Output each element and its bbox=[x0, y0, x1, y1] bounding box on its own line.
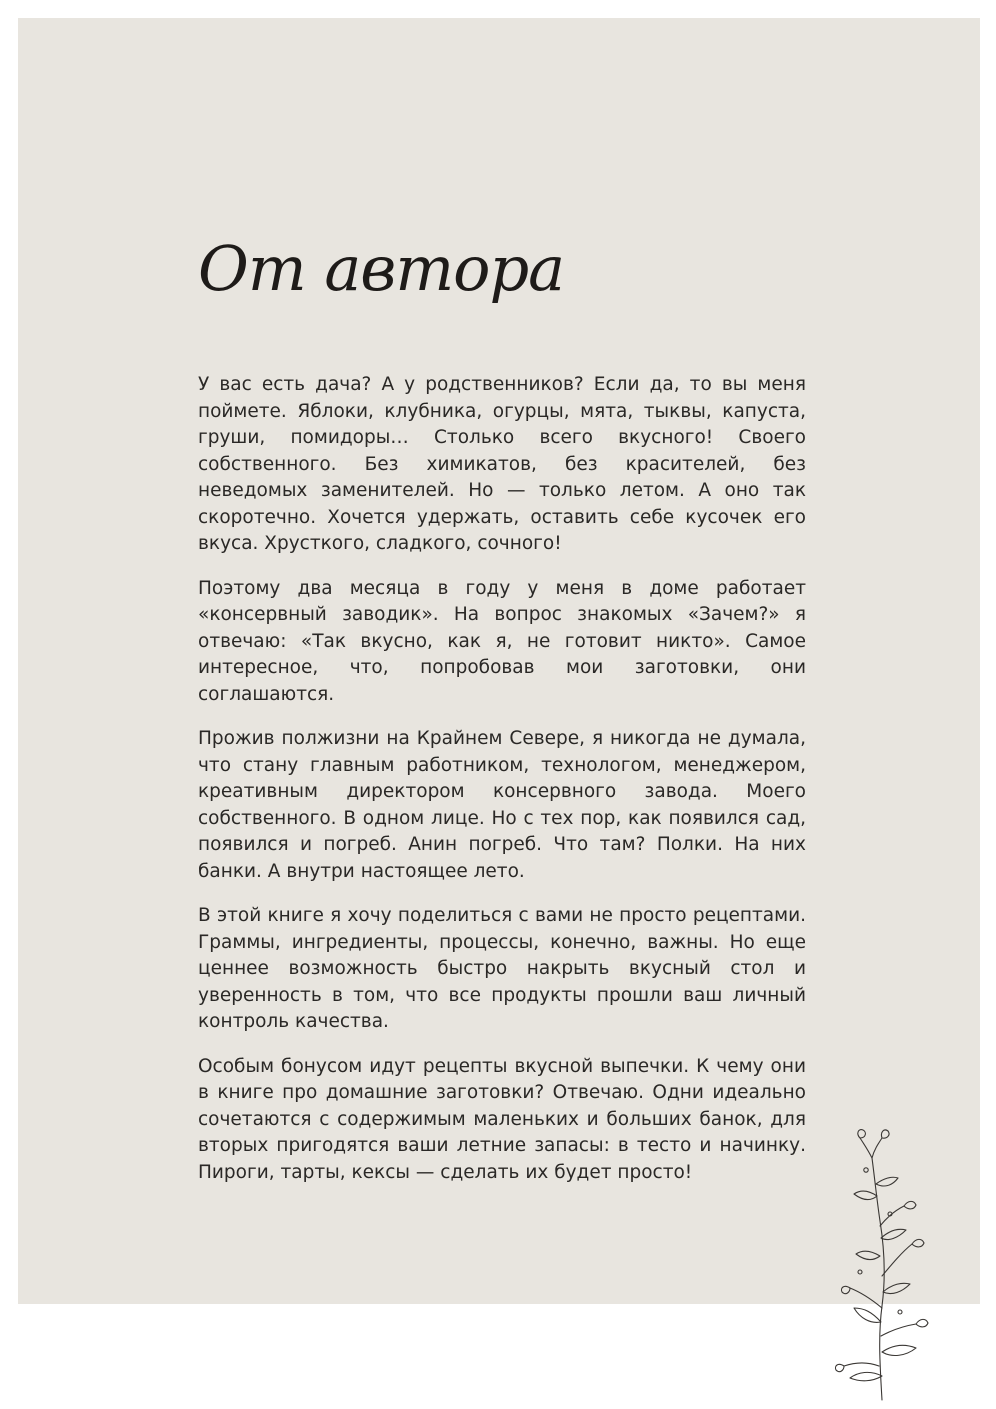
paragraph: В этой книге я хочу поделиться с вами не просто рецептами. Граммы, ингредиенты, процессы, конечно, важны. Но еще ценнее возможность быстро накрыть вкусный стол и уверенность в том, что все продукты прошли ваш личный контроль качества. bbox=[198, 905, 806, 1032]
paragraph: Прожив полжизни на Крайнем Севере, я никогда не думала, что стану главным работником, технологом, менеджером, креативным директором консервного завода. Моего собственного. В одном лице. Но с тех пор, как появился сад, появился и погреб. Анин погреб. Что там? Полки. На них банки. А внутри настоящее лето. bbox=[198, 728, 806, 882]
paragraph: У вас есть дача? А у родственников? Если да, то вы меня поймете. Яблоки, клубника, огурцы, мята, тыквы, капуста, груши, помидоры… Столько всего вкусного! Своего собственного. Без химикатов, без красителей, без неведомых заменителей. Но — только летом. А оно так скоротечно. Хочется удержать, оставить себе кусочек его вкуса. Хрусткого, сладкого, сочного! bbox=[198, 374, 806, 554]
paragraph: Поэтому два месяца в году у меня в доме работает «консервный заводик». На вопрос знакомых «Зачем?» я отвечаю: «Так вкусно, как я, не готовит никто». Самое интересное, что, попробовав мои заготовки, они соглашаются. bbox=[198, 577, 806, 705]
author-foreword-text bbox=[198, 372, 806, 1204]
page-title: От автора bbox=[198, 232, 565, 305]
botanical-plant-icon bbox=[830, 1126, 940, 1402]
paragraph: Особым бонусом идут рецепты вкусной выпечки. К чему они в книге про домашние заготовки? Отвечаю. Одни идеально сочетаются с содержимым маленьких и больших банок, для вторых пригодятся ваши летние запасы: в тесто и начинку. Пироги, тарты, кексы — сделать их будет просто! bbox=[198, 1055, 806, 1183]
